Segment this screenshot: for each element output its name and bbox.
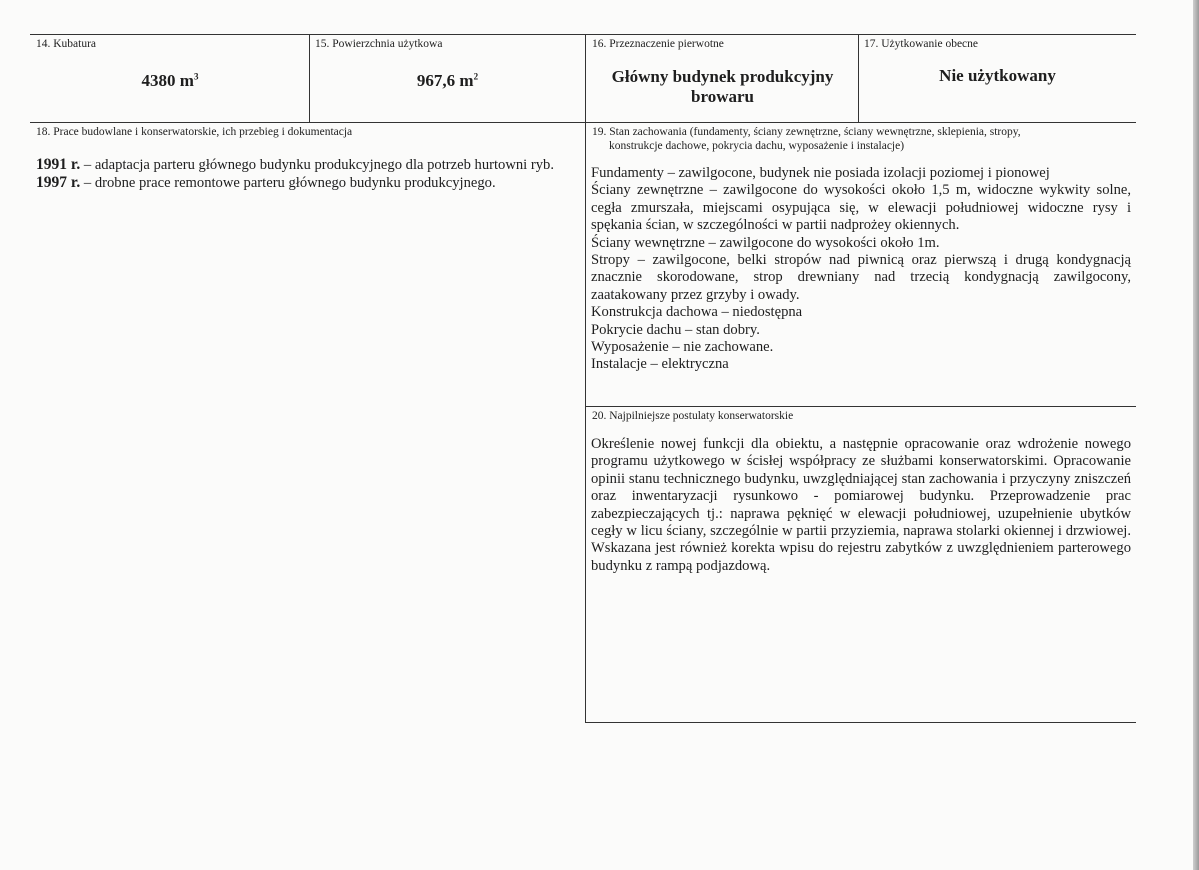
f15-value: [310, 71, 585, 91]
f17-label: 17. Użytkowanie obecne: [864, 38, 979, 50]
scan-edge: [1193, 0, 1199, 870]
f16-label: 16. Przeznaczenie pierwotne: [592, 38, 724, 50]
f20-top-rule: [585, 406, 1136, 407]
f19-line: Konstrukcja dachowa – niedostępna: [591, 304, 803, 321]
f20-bottom-rule: [585, 722, 1136, 723]
f19-line: Pokrycie dachu – stan dobry.: [591, 321, 760, 338]
f16-value: Główny budynek produkcyjny browaru: [611, 67, 834, 106]
f14-value: [31, 71, 309, 91]
f19-label: 19. Stan zachowania (fundamenty, ściany zewnętrzne, ściany wewnętrzne, sklepienia, stropy,: [592, 126, 1021, 138]
f14-label: 14. Kubatura: [36, 38, 97, 50]
f18-entry-text: – adaptacja parteru głównego budynku produkcyjnego dla potrzeb hurtowni ryb.: [80, 157, 554, 173]
f18-entry: [36, 156, 570, 174]
f18-label: 18. Prace budowlane i konserwatorskie, ich przebieg i dokumentacja: [36, 126, 353, 138]
f19-line: Ściany wewnętrzne – zawilgocone do wysokości około 1m.: [591, 234, 940, 251]
f19-line: Instalacje – elektryczna: [591, 356, 729, 373]
top-rule: [30, 34, 1136, 35]
f19-label-cont: konstrukcje dachowe, pokrycia dachu, wyposażenie i instalacje): [609, 140, 905, 152]
f18-entry-year: 1991 r.: [36, 156, 81, 173]
f18-entry-year: 1997 r.: [36, 174, 81, 192]
f15-unit-sup: 2: [473, 71, 479, 82]
f19-line: Stropy – zawilgocone, belki stropów nad piwnicą oraz pierwszą i drugą kondygnacją znacznie skorodowane, strop drewniany nad trzecią kondygnacją zawilgocony, zaatakowany przez grzyby i owady.: [591, 252, 1131, 303]
f19-line: Fundamenty – zawilgocone, budynek nie posiada izolacji poziomej i pionowej: [591, 165, 1050, 181]
f18-entry-text: – drobne prace remontowe parteru głównego budynku produkcyjnego.: [80, 175, 496, 192]
row1-bottom-rule: [30, 122, 1136, 123]
f20-body: Określenie nowej funkcji dla obiektu, a następnie opracowanie oraz wdrożenie nowego programu użytkowego w ścisłej współpracy ze służbami konserwatorskimi. Opracowanie opinii stanu technicznego budynku, uwzględniającej stan zachowania i przyczyny zniszczeń oraz inwentaryzacji rysunkowo - pomiarowej budynku. Przeprowadzenie prac zabezpieczających tj.: naprawa pęknięć w elewacji południowej, uzupełnienie ubytków cegły w licu ściany, szczególnie w partii przyziemia, naprawa stolarki okiennej i drzwiowej. Wskazana jest również korekta wpisu do rejestru zabytków z uwzględnieniem parterowego budynku z rampą podjazdową.: [591, 436, 1131, 574]
f19-line: Ściany zewnętrzne – zawilgocone do wysokości około 1,5 m, widoczne wykwity solne, cegła zmurszała, miejscami osypująca się, w elewacji południowej widoczne rysy i spękania ścian, w szczególności w partii nadprożey okiennych.: [591, 182, 1131, 234]
f18-body: [36, 156, 570, 193]
f14-unit-sup: 3: [193, 71, 199, 82]
f14-value-text: 4380 m: [141, 71, 194, 90]
f19-body: [591, 165, 1131, 374]
f15-label: 15. Powierzchnia użytkowa: [315, 38, 443, 50]
divider-center: [585, 34, 586, 722]
f15-value-text: 967,6 m: [416, 71, 474, 90]
f18-entry: [36, 174, 570, 192]
f20-label: 20. Najpilniejsze postulaty konserwatorskie: [592, 410, 794, 422]
f17-value: Nie użytkowany: [939, 66, 1056, 85]
f19-line: Wyposażenie – nie zachowane.: [591, 339, 774, 356]
